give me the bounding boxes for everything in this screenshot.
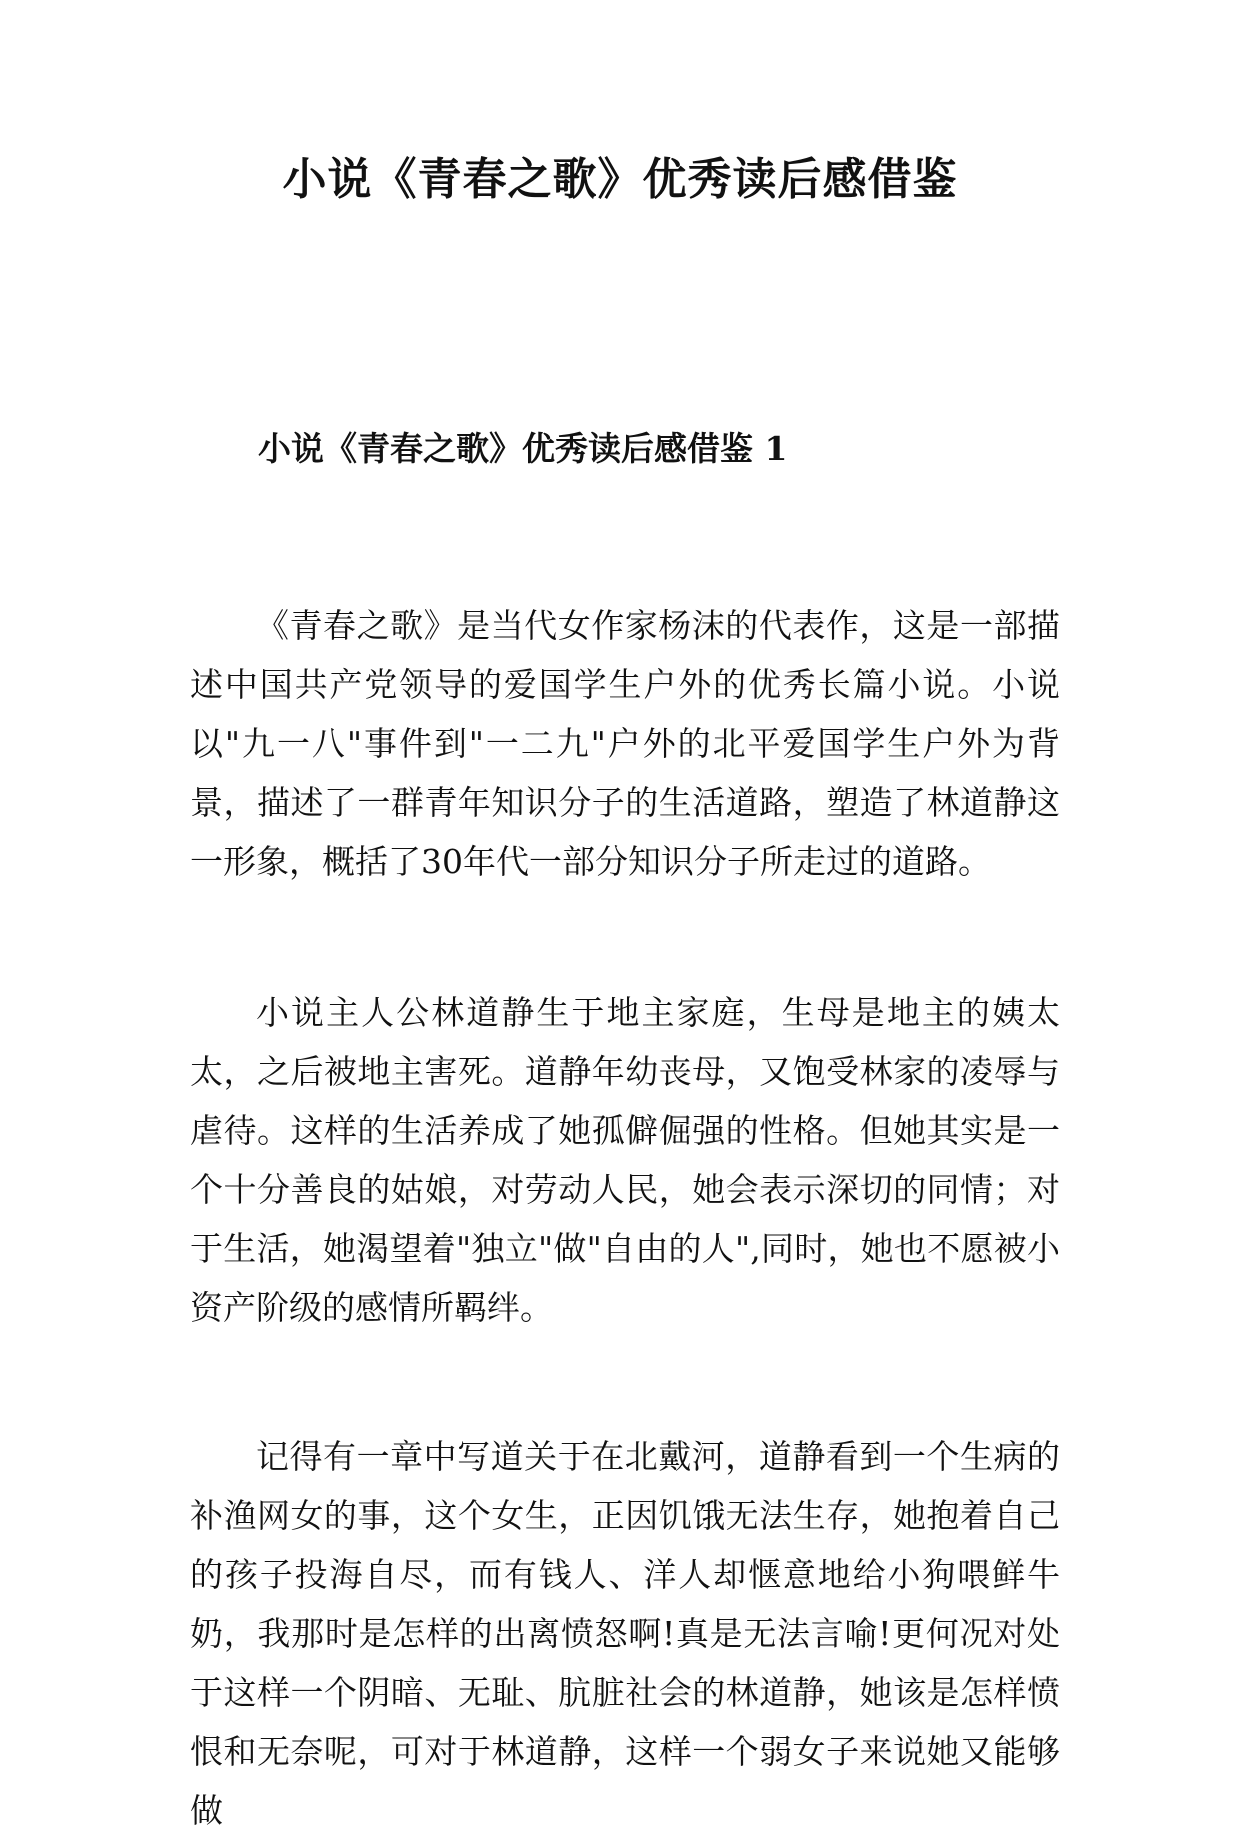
document-title: 小说《青春之歌》优秀读后感借鉴 — [282, 154, 958, 205]
paragraph-3: 记得有一章中写道关于在北戴河，道静看到一个生病的补渔网女的事，这个女生，正因饥饿无法生存，她抱着自己的孩子投海自尽，而有钱人、洋人却惬意地给小狗喂鲜牛奶，我那时是怎样的出离愤怒啊!真是无法言喻!更何况对处于这样一个阴暗、无耻、肮脏社会的林道静，她该是怎样愤恨和无奈呢，可对于林道静，这样一个弱女子来说她又能够做 — [190, 1437, 1060, 1830]
paragraph-2: 小说主人公林道静生于地主家庭，生母是地主的姨太太，之后被地主害死。道静年幼丧母，又饱受林家的凌辱与虐待。这样的生活养成了她孤僻倔强的性格。但她其实是一个十分善良的姑娘，对劳动人民，她会表示深切的同情；对于生活，她渴望着"独立"做"自由的人",同时，她也不愿被小资产阶级的感情所羁绊。 — [190, 993, 1060, 1327]
paragraph-1: 《青春之歌》是当代女作家杨沫的代表作，这是一部描述中国共产党领导的爱国学生户外的优秀长篇小说。小说以"九一八"事件到"一二九"户外的北平爱国学生户外为背景，描述了一群青年知识分子的生活道路，塑造了林道静这一形象，概括了30年代一部分知识分子所走过的道路。 — [190, 606, 1060, 881]
section-heading: 小说《青春之歌》优秀读后感借鉴 1 — [258, 429, 788, 468]
